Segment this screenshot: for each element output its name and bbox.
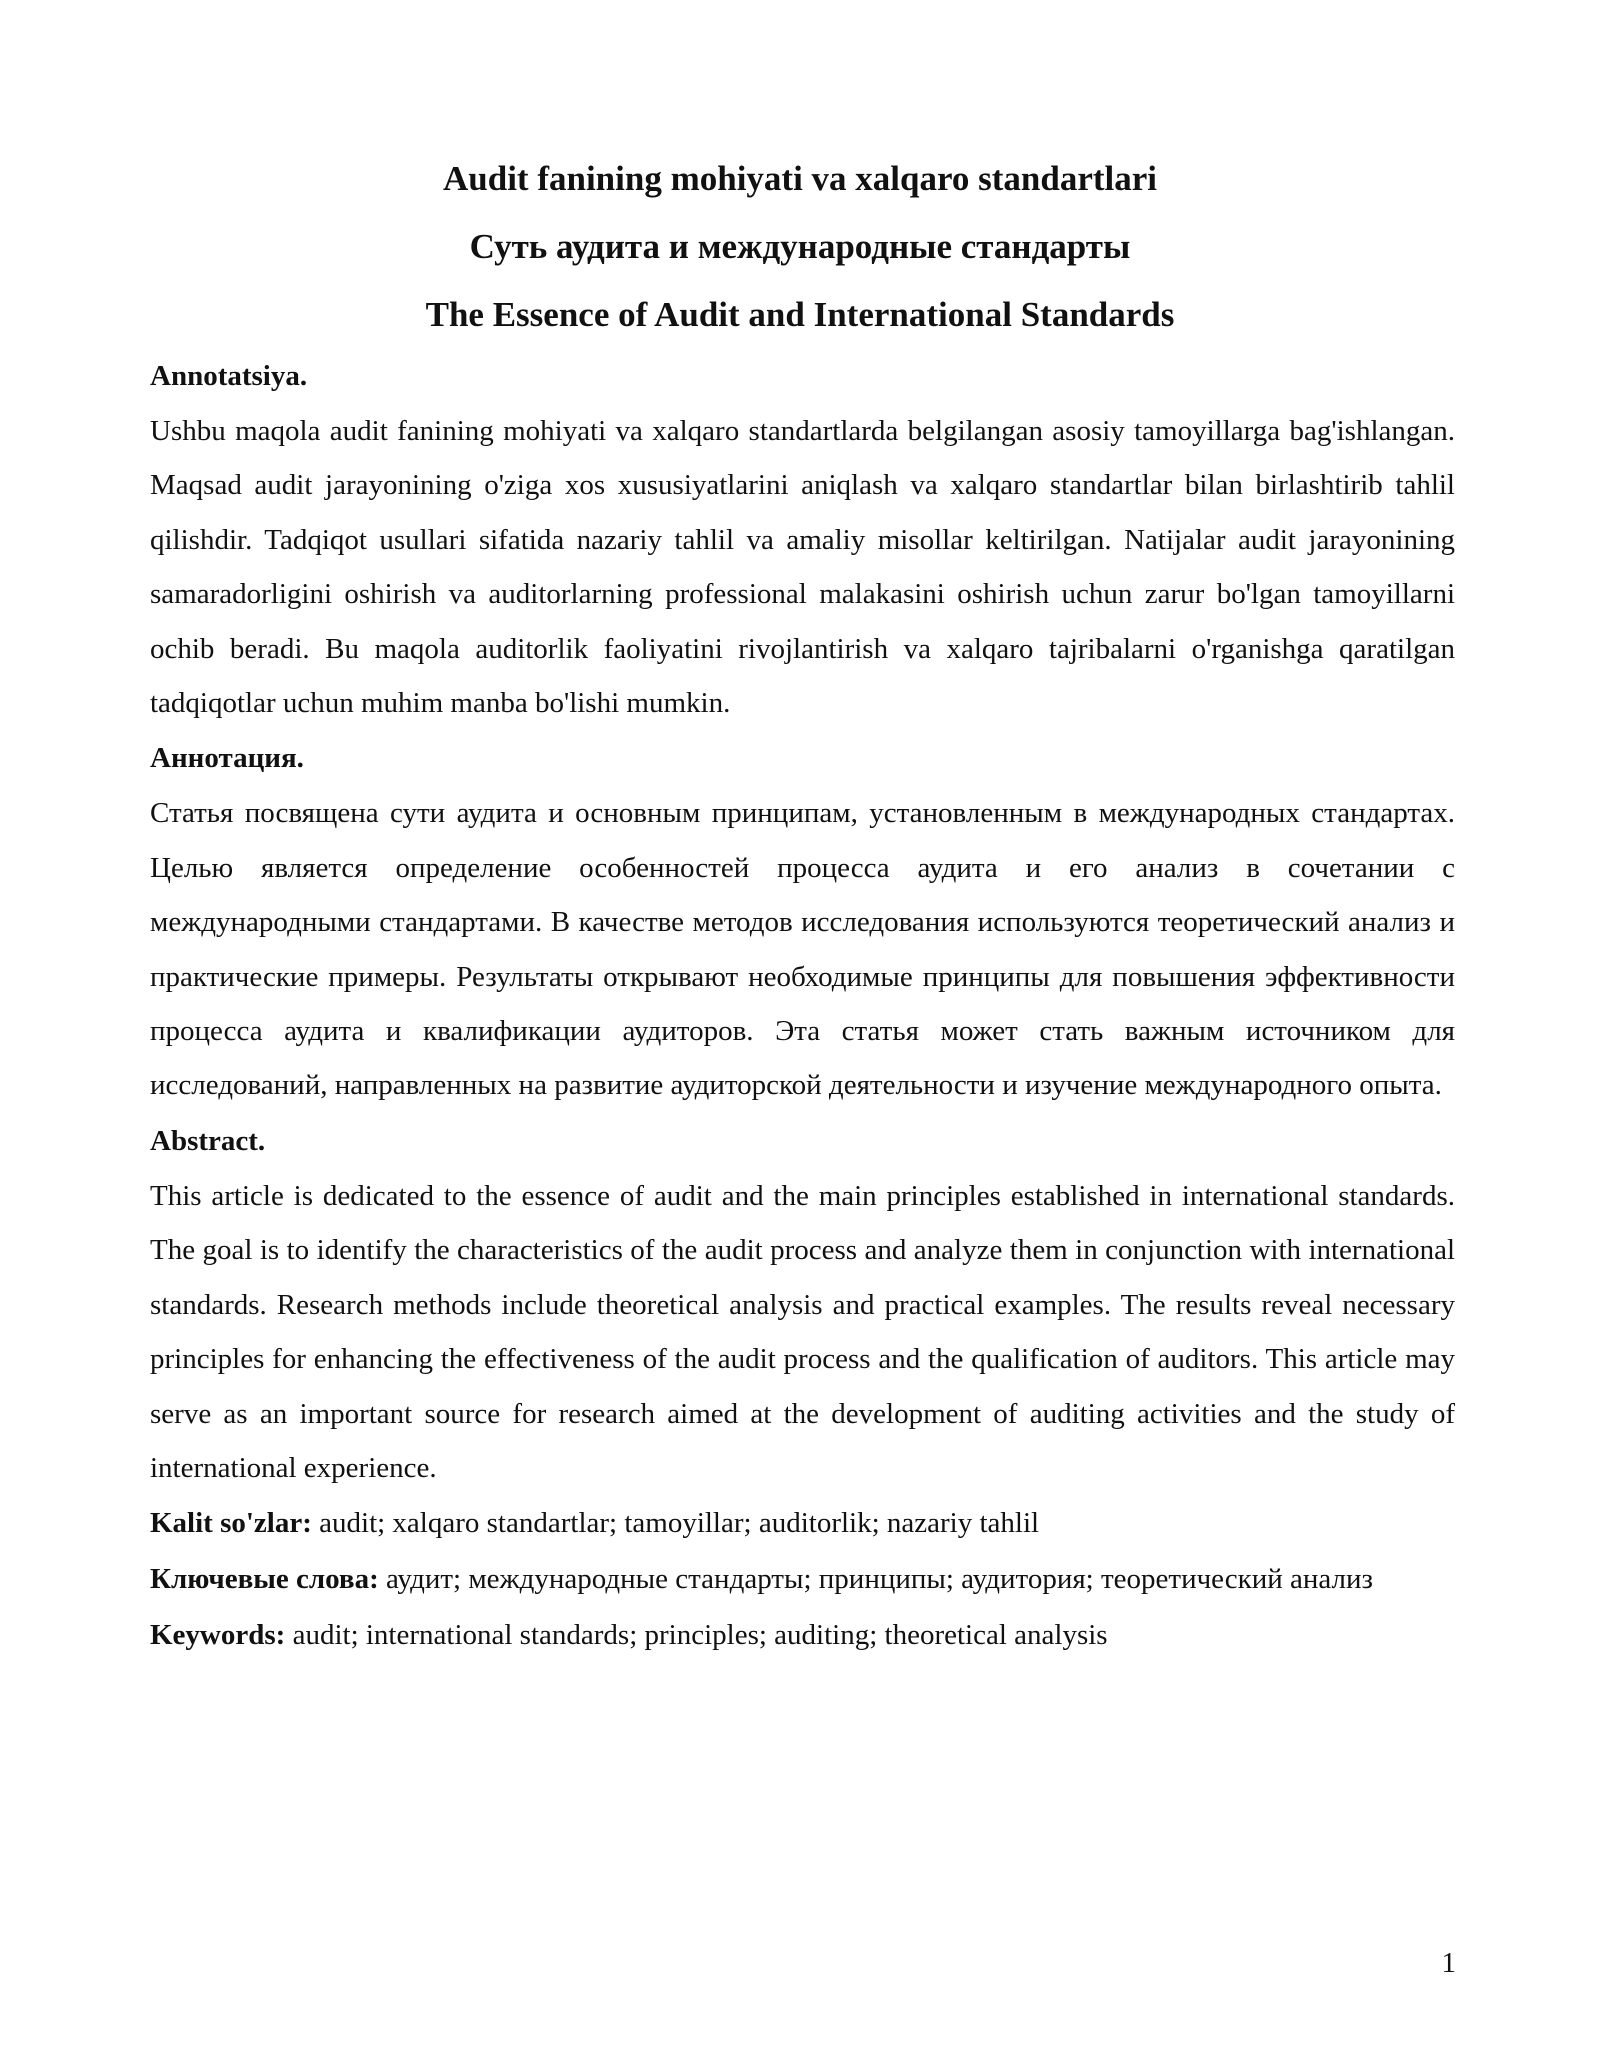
keywords-value-uzbek: audit; xalqaro standartlar; tamoyillar; auditorlik; nazariy tahlil	[311, 1507, 1040, 1540]
annotation-text-russian: Статья посвящена сути аудита и основным принципам, установленным в международных стандартах. Целью является определение особенностей процесса аудита и его анализ в сочетании с международными стандартами. В качестве методов исследования используются теоретический анализ и практические примеры. Результаты открывают необходимые принципы для повышения эффективности процесса аудита и квалификации аудиторов. Эта статья может стать важным источником для исследований, направленных на развитие аудиторской деятельности и изучение международного опыта.	[150, 797, 1455, 1102]
title-russian: Суть аудита и международные стандарты	[469, 227, 1131, 266]
keywords-uzbek	[150, 1495, 1455, 1551]
keywords-russian	[150, 1551, 1455, 1607]
keywords-english	[150, 1607, 1455, 1663]
document-body	[150, 348, 1455, 1663]
page-number: 1	[1441, 1947, 1456, 1979]
title-english: The Essence of Audit and International Standards	[425, 295, 1175, 334]
keywords-value-russian: аудит; международные стандарты; принципы; аудитория; теоретический анализ	[378, 1563, 1373, 1596]
keywords-label-russian: Ключевые слова:	[150, 1563, 379, 1596]
keywords-value-english: audit; international standards; principles; auditing; theoretical analysis	[285, 1619, 1108, 1652]
title-uzbek: Audit fanining mohiyati va xalqaro standartlari	[442, 159, 1158, 198]
abstract-heading-english: Abstract.	[150, 1124, 266, 1157]
keywords-label-english: Keywords:	[150, 1619, 286, 1652]
abstract-text-english: This article is dedicated to the essence of audit and the main principles established in international standards. The goal is to identify the characteristics of the audit process and analyze them in conjunction with international standards. Research methods include theoretical analysis and practical examples. The results reveal necessary principles for enhancing the effectiveness of the audit process and the qualification of auditors. This article may serve as an important source for research aimed at the development of auditing activities and the study of international experience.	[150, 1179, 1455, 1484]
annotation-text-uzbek: Ushbu maqola audit fanining mohiyati va xalqaro standartlarda belgilangan asosiy tamoyillarga bag'ishlangan. Maqsad audit jarayonining o'ziga xos xususiyatlarini aniqlash va xalqaro standartlar bilan birlashtirib tahlil qilishdir. Tadqiqot usullari sifatida nazariy tahlil va amaliy misollar keltirilgan. Natijalar audit jarayonining samaradorligini oshirish va auditorlarning professional malakasini oshirish uchun zarur bo'lgan tamoyillarni ochib beradi. Bu maqola auditorlik faoliyatini rivojlantirish va xalqaro tajribalarni o'rganishga qaratilgan tadqiqotlar uchun muhim manba bo'lishi mumkin.	[150, 415, 1455, 720]
keywords-label-uzbek: Kalit so'zlar:	[150, 1507, 312, 1540]
annotation-heading-uzbek: Annotatsiya.	[150, 360, 308, 392]
annotation-heading-russian: Аннотация.	[150, 742, 304, 775]
title-block	[0, 145, 1600, 349]
